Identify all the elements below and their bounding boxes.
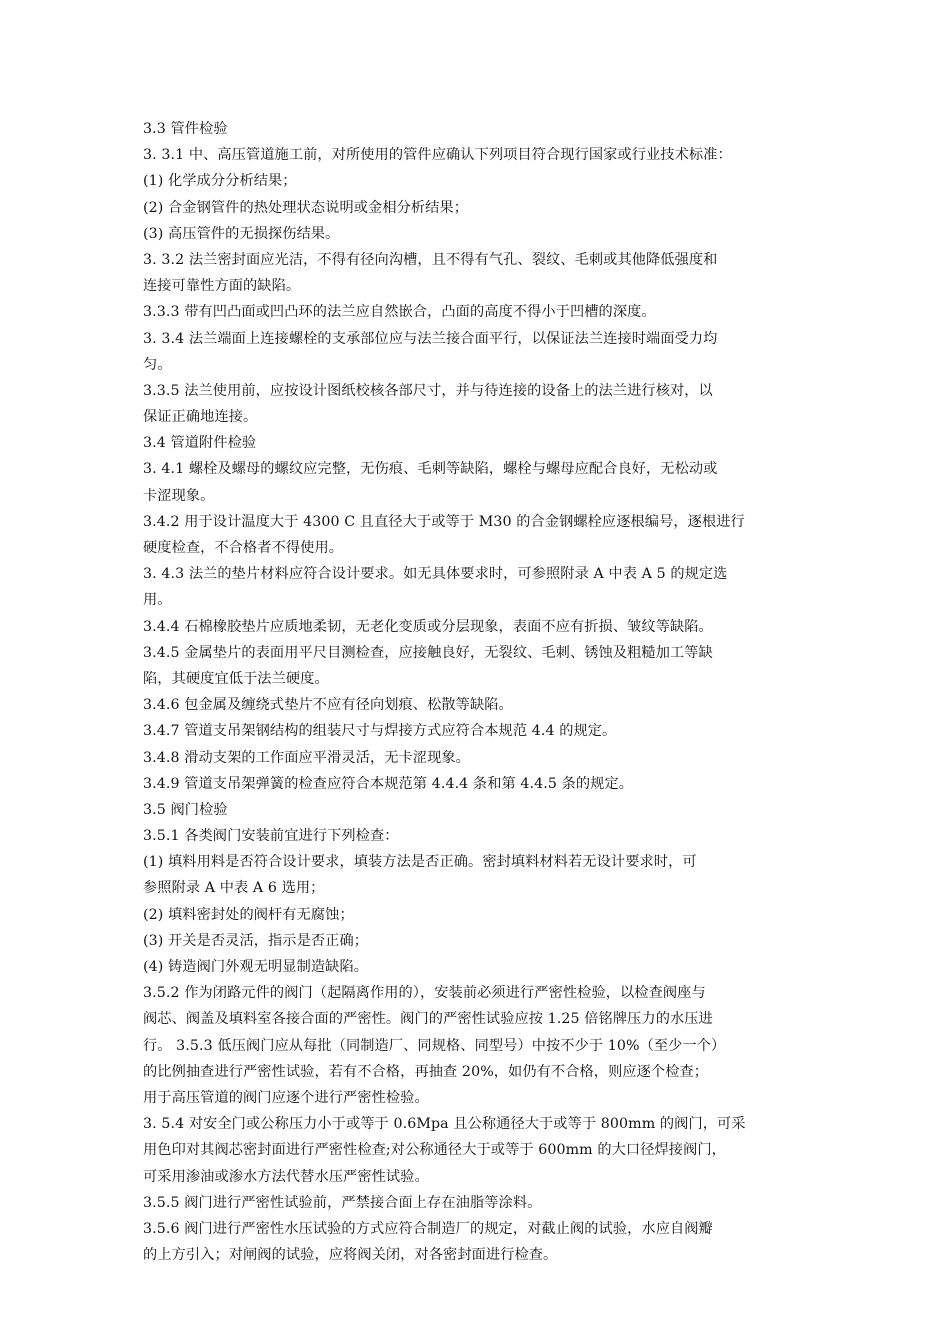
text-line: (3) 开关是否灵活，指示是否正确； (143, 932, 369, 949)
text-line: 阀芯、阀盖及填料室各接合面的严密性。阀门的严密性试验应按 1.25 倍铭牌压力的水压进 (143, 1011, 713, 1028)
text-line: (1) 化学成分分析结果； (143, 173, 297, 190)
document-body (143, 116, 811, 1268)
text-line: (4) 铸造阀门外观无明显制造缺陷。 (143, 959, 369, 975)
text-line: 3.4 管道附件检验 (143, 435, 257, 452)
text-line: 3. 3.1 中、高压管道施工前，对所使用的管件应确认下列项目符合现行国家或行业技术标准： (143, 147, 732, 164)
text-line: 3. 3.4 法兰端面上连接螺栓的支承部位应与法兰接合面平行，以保证法兰连接时端面受力均 (143, 330, 718, 347)
text-line: 3.5.1 各类阀门安装前宜进行下列检查： (143, 828, 399, 845)
text-line: 3.4.6 包金属及缠绕式垫片不应有径向划痕、松散等缺陷。 (143, 697, 513, 714)
text-line: 3.5.6 阀门进行严密性水压试验的方式应符合制造厂的规定，对截止阀的试验，水应自阀瓣 (143, 1220, 713, 1237)
text-line: 3. 4.1 螺栓及螺母的螺纹应完整，无伤痕、毛刺等缺陷，螺栓与螺母应配合良好，无松动或 (143, 461, 718, 478)
text-line: 用色印对其阀芯密封面进行严密性检查;对公称通径大于或等于 600mm 的大口径焊接阀门， (143, 1142, 726, 1159)
text-line: 用。 (143, 592, 172, 609)
text-line: 用于高压管道的阀门应逐个进行严密性检验。 (143, 1089, 429, 1106)
text-line: 3.4.7 管道支吊架钢结构的组装尺寸与焊接方式应符合本规范 4.4 的规定。 (143, 723, 617, 740)
text-line: 的上方引入；对闸阀的试验，应将阀关闭，对各密封面进行检查。 (143, 1247, 558, 1264)
text-line: 3.4.9 管道支吊架弹簧的检查应符合本规范第 4.4.4 条和第 4.4.5 条的规定。 (143, 775, 634, 792)
text-line: (2) 合金钢管件的热处理状态说明或金相分析结果； (143, 199, 469, 216)
text-line: 保证正确地连接。 (143, 409, 258, 426)
text-line: 3.5 阀门检验 (143, 801, 228, 818)
text-line: 的比例抽查进行严密性试验，若有不合格，再抽查 20%，如仍有不合格，则应逐个检查； (143, 1063, 709, 1080)
text-line: (1) 填料用料是否符合设计要求，填装方法是否正确。密封填料材料若无设计要求时，可 (143, 854, 697, 871)
text-line: 陷，其硬度宜低于法兰硬度。 (143, 670, 329, 687)
text-line: 3.4.8 滑动支架的工作面应平滑灵活，无卡涩现象。 (143, 749, 470, 766)
text-line: 卡涩现象。 (143, 487, 215, 504)
text-line: 3.4.4 石棉橡胶垫片应质地柔韧，无老化变质或分层现象，表面不应有折损、皱纹等缺陷。 (143, 618, 713, 635)
text-line: 3.3.3 带有凹凸面或凹凸环的法兰应自然嵌合，凸面的高度不得小于凹槽的深度。 (143, 304, 656, 321)
text-line: 3.3 管件检验 (143, 121, 228, 137)
text-line: 匀。 (143, 356, 172, 373)
text-line: 3. 5.4 对安全门或公称压力小于或等于 0.6Mpa 且公称通径大于或等于 800mm 的阀门，可采 (143, 1116, 746, 1133)
text-line: (2) 填料密封处的阀杆有无腐蚀； (143, 906, 354, 923)
text-line: 3.5.5 阀门进行严密性试验前，严禁接合面上存在油脂等涂料。 (143, 1194, 542, 1211)
text-line: 3.4.2 用于设计温度大于 4300 C 且直径大于或等于 M30 的合金钢螺栓应逐根编号，逐根进行 (143, 513, 745, 530)
text-line: 可采用渗油或渗水方法代替水压严密性试验。 (143, 1168, 429, 1185)
text-line: 3.5.2 作为闭路元件的阀门（起隔离作用的），安装前必须进行严密性检验，以检查阀座与 (143, 985, 706, 1002)
text-line: 3. 3.2 法兰密封面应光洁，不得有径向沟槽，且不得有气孔、裂纹、毛刺或其他降低强度和 (143, 251, 718, 268)
text-line: 行。 3.5.3 低压阀门应从每批（同制造厂、同规格、同型号）中按不少于 10%（至少一个） (143, 1037, 726, 1054)
text-line: 3.3.5 法兰使用前，应按设计图纸校核各部尺寸，并与待连接的设备上的法兰进行核对，以 (143, 382, 713, 399)
text-line: 参照附录 A 中表 A 6 选用； (143, 880, 325, 897)
text-line: (3) 高压管件的无损探伤结果。 (143, 225, 340, 242)
text-line: 连接可靠性方面的缺陷。 (143, 278, 301, 295)
text-line: 硬度检查，不合格者不得使用。 (143, 540, 344, 556)
text-line: 3.4.5 金属垫片的表面用平尺目测检查，应接触良好，无裂纹、毛刺、锈蚀及粗糙加工等缺 (143, 644, 713, 661)
text-line: 3. 4.3 法兰的垫片材料应符合设计要求。如无具体要求时，可参照附录 A 中表 A 5 的规定选 (143, 566, 728, 583)
